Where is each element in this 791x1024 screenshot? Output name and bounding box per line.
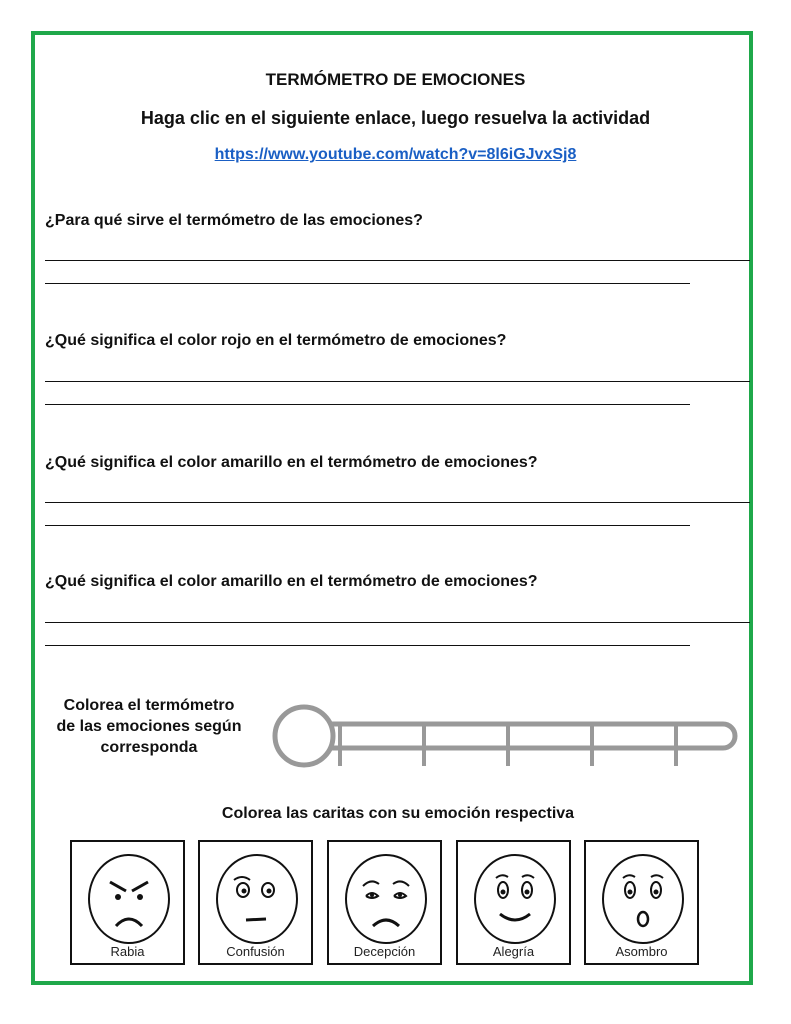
- answer-line[interactable]: [45, 622, 750, 623]
- question-1: ¿Para qué sirve el termómetro de las emociones?: [45, 212, 423, 229]
- answer-line[interactable]: [45, 404, 690, 405]
- face-card-asombro[interactable]: [584, 840, 699, 965]
- question-2: ¿Qué significa el color rojo en el termómetro de emociones?: [45, 332, 507, 349]
- face-card-rabia[interactable]: [70, 840, 185, 965]
- youtube-link[interactable]: https://www.youtube.com/watch?v=8l6iGJvxSj8: [214, 146, 577, 163]
- thermometer-label-line: Colorea el termómetro: [63, 697, 235, 714]
- thermometer-drawing[interactable]: [268, 700, 740, 772]
- face-card-confusion[interactable]: [198, 840, 313, 965]
- face-card-alegria[interactable]: [456, 840, 571, 965]
- answer-line[interactable]: [45, 260, 750, 261]
- question-4: ¿Qué significa el color amarillo en el termómetro de emociones?: [45, 573, 538, 590]
- answer-line[interactable]: [45, 381, 750, 382]
- answer-line[interactable]: [45, 283, 690, 284]
- thermometer-label-line: corresponda: [100, 739, 198, 756]
- thermometer-instructions: [44, 695, 254, 758]
- answer-line[interactable]: [45, 502, 750, 503]
- face-label: Alegría: [492, 944, 535, 959]
- instruction-subtitle: Haga clic en el siguiente enlace, luego resuelva la actividad: [140, 108, 651, 128]
- thermometer-label-line: de las emociones según: [56, 718, 242, 735]
- page-title: TERMÓMETRO DE EMOCIONES: [265, 70, 526, 89]
- answer-line[interactable]: [45, 525, 690, 526]
- faces-title: Colorea las caritas con su emoción respectiva: [221, 805, 575, 822]
- face-label: Confusión: [226, 944, 285, 959]
- face-label: Decepción: [353, 944, 416, 959]
- face-label: Rabia: [110, 944, 145, 959]
- face-card-decepcion[interactable]: [327, 840, 442, 965]
- question-3: ¿Qué significa el color amarillo en el termómetro de emociones?: [45, 454, 538, 471]
- face-label: Asombro: [615, 944, 668, 959]
- answer-line[interactable]: [45, 645, 690, 646]
